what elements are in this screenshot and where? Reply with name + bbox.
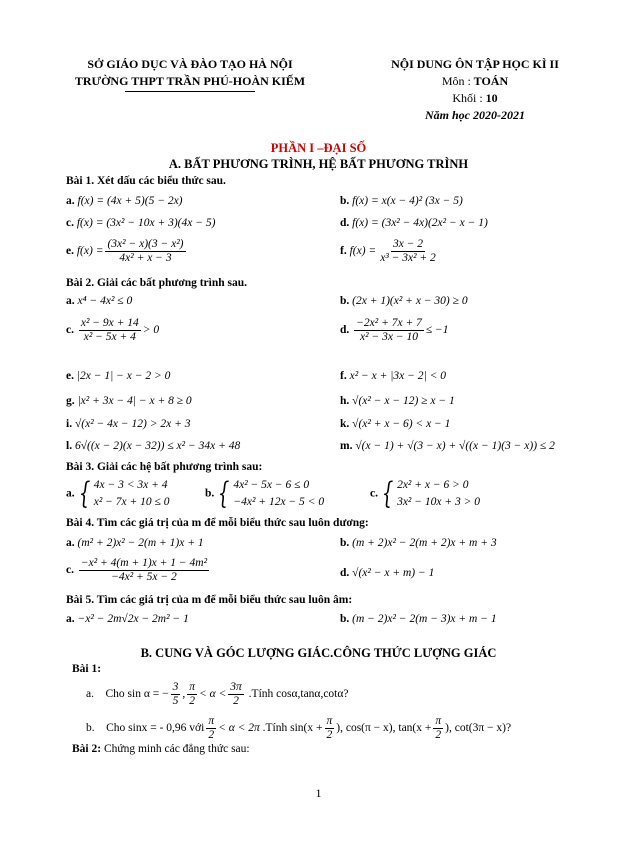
denominator: 2 <box>435 729 442 741</box>
fraction <box>79 557 209 584</box>
item-label: a. <box>66 295 75 307</box>
item-label: g. <box>66 395 75 407</box>
expression: f(x) = x(x − 4)² (3x − 5) <box>352 195 463 207</box>
expression: √(x² − 4x − 12) > 2x + 3 <box>74 418 191 430</box>
item-label: f. <box>340 245 347 258</box>
department-name: SỞ GIÁO DỤC VÀ ĐÀO TẠO HÀ NỘI <box>87 57 293 71</box>
item-label: a. <box>66 195 75 207</box>
denominator: 2 <box>326 729 333 741</box>
numerator: −2x² + 7x + 7 <box>356 317 422 329</box>
fraction <box>325 715 335 742</box>
expression: f(x) = (3x² − 4x)(2x² − x − 1) <box>352 217 488 229</box>
item-label: f. <box>340 370 347 382</box>
part1-title: PHẦN I –ĐẠI SỐ <box>270 141 367 155</box>
exam-header <box>355 56 595 124</box>
bai2-text: Chứng minh các đẳng thức sau: <box>103 743 250 755</box>
bai3-item-a <box>66 477 169 511</box>
expression: (m² + 2)x² − 2(m + 1)x + 1 <box>77 537 204 549</box>
fraction <box>206 715 216 742</box>
item-label: b. <box>340 613 350 625</box>
system-line: −4x² + 12x − 5 < 0 <box>233 496 325 508</box>
bai2-item-c <box>66 317 159 344</box>
bai3-item-b <box>205 477 324 511</box>
header-divider <box>125 91 255 92</box>
section-b-bai1-title: Bài 1: <box>72 663 102 675</box>
item-label: a. <box>66 537 75 549</box>
item-label: c. <box>66 324 74 337</box>
system-line: x² − 7x + 10 ≤ 0 <box>93 496 170 508</box>
grade-value: 10 <box>485 91 498 105</box>
bai1-item-f <box>340 238 440 265</box>
section-b-item-a <box>86 681 349 708</box>
bai5-title: Bài 5. Tìm các giá trị của m để mỗi biểu thức sau luôn âm: <box>66 594 353 606</box>
brace-icon: { <box>381 476 394 511</box>
text-segment: .Tính cosα,tanα,cotα? <box>248 688 349 701</box>
bai1-item-b <box>340 195 463 207</box>
school-header <box>40 56 340 92</box>
text-segment: < α < <box>198 688 227 701</box>
subject-label: Môn : <box>441 74 471 88</box>
fraction <box>79 317 141 344</box>
bai3-title: Bài 3. Giải các hệ bất phương trình sau: <box>66 461 263 473</box>
denominator: x² − 3x − 10 <box>360 331 418 343</box>
expression: √(x² − x − 12) ≥ x − 1 <box>352 395 455 407</box>
inequality-system <box>214 477 324 511</box>
expression: (m − 2)x² − 2(m − 3)x + m − 1 <box>352 613 497 625</box>
fraction <box>433 715 443 742</box>
bai3-item-c <box>370 477 480 511</box>
system-line: 2x² + x − 6 > 0 <box>397 479 469 491</box>
expression-lhs: f(x) = <box>349 245 377 258</box>
item-label: d. <box>340 324 350 337</box>
item-label: e. <box>66 245 74 258</box>
item-label: b. <box>205 487 215 500</box>
numerator: π <box>326 715 333 727</box>
bai2-item-b <box>340 295 468 307</box>
numerator: x² − 9x + 14 <box>80 317 139 329</box>
system-line: 4x − 3 < 3x + 4 <box>93 479 168 491</box>
numerator: −x² + 4(m + 1)x + 1 − 4m² <box>80 557 208 569</box>
bai4-item-d <box>340 567 434 579</box>
bai1-item-e <box>66 238 188 265</box>
section-b-title: B. CUNG VÀ GÓC LƯỢNG GIÁC.CÔNG THỨC LƯỢNG GIÁC <box>140 646 497 660</box>
system-line: 4x² − 5x − 6 ≤ 0 <box>233 479 310 491</box>
inequality-system <box>378 477 480 511</box>
school-name: TRƯỜNG THPT TRẦN PHÚ-HOÀN KIẾM <box>74 74 306 88</box>
denominator: 2 <box>189 695 195 707</box>
item-label: k. <box>340 418 350 430</box>
section-a-title: A. BẤT PHƯƠNG TRÌNH, HỆ BẤT PHƯƠNG TRÌNH <box>168 157 469 171</box>
bai1-item-d <box>340 217 488 229</box>
system-line: 3x² − 10x + 3 > 0 <box>397 496 481 508</box>
bai2-item-m <box>340 440 555 452</box>
item-label: i. <box>66 418 73 430</box>
expression: |x² + 3x − 4| − x + 8 ≥ 0 <box>77 395 192 407</box>
expression-lhs: f(x) = <box>76 245 104 258</box>
fraction <box>187 681 197 708</box>
item-label: l. <box>66 440 73 452</box>
bai2-item-i <box>66 418 190 430</box>
inequality-system <box>75 477 170 511</box>
bai2-title: Bài 2: <box>72 743 102 755</box>
expression: √(x² − x + m) − 1 <box>352 567 435 579</box>
text-segment: .Tính sin(x + <box>262 722 323 735</box>
fraction <box>378 238 438 265</box>
fraction <box>354 317 424 344</box>
text-segment: Cho sin α = − <box>105 688 169 701</box>
exam-title: NỘI DUNG ÔN TẬP HỌC KÌ II <box>391 57 559 71</box>
denominator: 5 <box>172 695 179 707</box>
numerator: (3x² − x)(3 − x²) <box>107 238 184 250</box>
page-number: 1 <box>315 786 322 800</box>
item-label: d. <box>340 217 350 229</box>
bai4-title: Bài 4. Tìm các giá trị của m để mỗi biểu thức sau luôn dương: <box>66 517 369 529</box>
bai2-item-d <box>340 317 449 344</box>
bai1-item-a <box>66 195 183 207</box>
item-label: b. <box>340 295 350 307</box>
section-b-bai2 <box>72 743 250 755</box>
brace-icon: { <box>78 476 90 511</box>
item-label: c. <box>370 487 378 500</box>
denominator: −4x² + 5x − 2 <box>111 571 177 583</box>
expression: x⁴ − 4x² ≤ 0 <box>77 295 133 307</box>
bai2-item-h <box>340 395 455 407</box>
text-segment: ), cos(π − x), tan(x + <box>336 722 432 735</box>
item-label: m. <box>340 440 353 452</box>
item-label: e. <box>66 370 74 382</box>
text-segment: Cho sinx = - 0,96 với <box>106 722 205 735</box>
expression: f(x) = (3x² − 10x + 3)(4x − 5) <box>76 217 216 229</box>
expression-rhs: ≤ −1 <box>425 324 449 337</box>
expression: √(x − 1) + √(3 − x) + √((x − 1)(3 − x)) ≤ 2 <box>355 440 555 452</box>
denominator: 2 <box>208 729 215 741</box>
item-label: c. <box>66 564 74 577</box>
denominator: 4x² + x − 3 <box>119 252 172 264</box>
expression: (m + 2)x² − 2(m + 2)x + m + 3 <box>352 537 497 549</box>
fraction <box>228 681 244 708</box>
bai2-item-f <box>340 370 446 382</box>
bai2-item-g <box>66 395 192 407</box>
grade-label: Khối : <box>452 91 483 105</box>
item-label: a. <box>86 688 94 701</box>
subject-value: TOÁN <box>473 74 509 88</box>
numerator: π <box>208 715 215 727</box>
text-segment: , <box>182 688 186 701</box>
bai2-item-l <box>66 440 240 452</box>
expression-rhs: > 0 <box>142 324 160 337</box>
expression: (2x + 1)(x² + x − 30) ≥ 0 <box>352 295 468 307</box>
bai2-item-k <box>340 418 450 430</box>
expression: −x² − 2m√2x − 2m² − 1 <box>77 613 189 625</box>
numerator: 3 <box>172 681 179 693</box>
item-label: b. <box>340 195 350 207</box>
bai4-item-b <box>340 537 497 549</box>
expression: f(x) = (4x + 5)(5 − 2x) <box>77 195 183 207</box>
bai5-item-b <box>340 613 497 625</box>
item-label: d. <box>340 567 350 579</box>
text-segment: < α < 2π <box>218 722 260 735</box>
denominator: x³ − 3x² + 2 <box>380 252 436 264</box>
school-year: Năm học 2020-2021 <box>425 108 525 122</box>
bai4-item-c <box>66 557 211 584</box>
bai5-item-a <box>66 613 189 625</box>
bai2-item-e <box>66 370 170 382</box>
item-label: a. <box>66 487 75 500</box>
bai2-item-a <box>66 295 132 307</box>
numerator: π <box>189 681 195 693</box>
item-label: a. <box>66 613 75 625</box>
numerator: 3π <box>230 681 242 693</box>
expression: x² − x + |3x − 2| < 0 <box>349 370 446 382</box>
denominator: x² − 5x + 4 <box>83 331 136 343</box>
expression: 6√((x − 2)(x − 32)) ≤ x² − 34x + 48 <box>74 440 241 452</box>
section-b-item-b <box>86 715 511 742</box>
expression: √(x² + x − 6) < x − 1 <box>352 418 451 430</box>
text-segment: ), cot(3π − x)? <box>445 722 512 735</box>
bai2-title: Bài 2. Giải các bất phương trình sau. <box>66 277 248 289</box>
item-label: h. <box>340 395 350 407</box>
fraction <box>171 681 181 708</box>
expression: |2x − 1| − x − 2 > 0 <box>76 370 171 382</box>
numerator: 3x − 2 <box>392 238 424 250</box>
item-label: b. <box>86 722 95 735</box>
item-label: c. <box>66 217 74 229</box>
denominator: 2 <box>233 695 239 707</box>
bai1-item-c <box>66 217 215 229</box>
fraction <box>105 238 185 265</box>
numerator: π <box>435 715 442 727</box>
bai1-title: Bài 1. Xét dấu các biểu thức sau. <box>66 175 226 187</box>
item-label: b. <box>340 537 350 549</box>
bai4-item-a <box>66 537 204 549</box>
brace-icon: { <box>218 476 230 511</box>
